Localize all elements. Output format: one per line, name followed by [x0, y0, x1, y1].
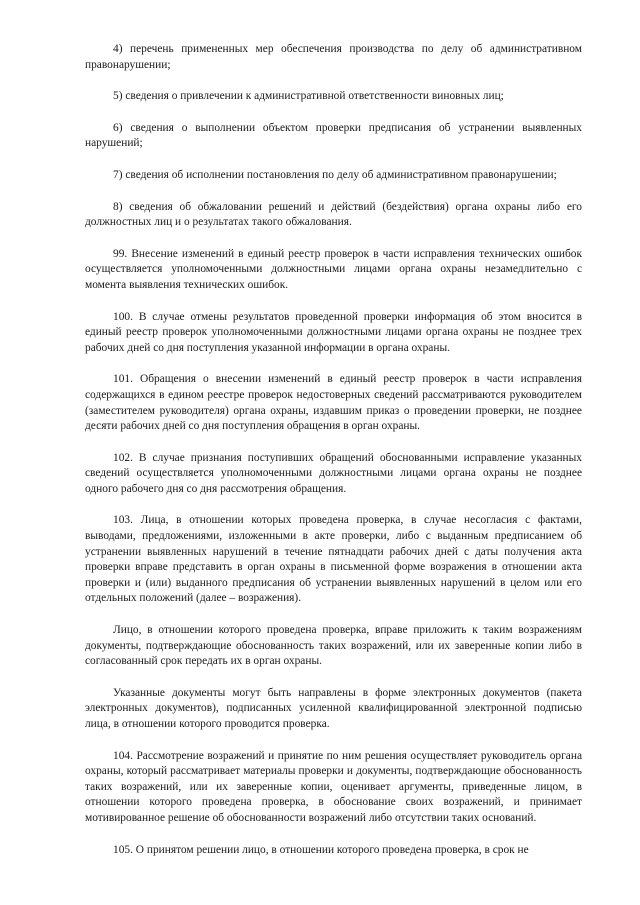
list-item-resolution: 7) сведения об исполнении постановления по делу об административном правонарушении;	[113, 168, 557, 181]
document-page	[85, 42, 582, 874]
list-item-appeal: 8) сведения об обжаловании решений и действий (бездействия) органа охраны либо его должностных лиц и о результатах такого обжалования.	[85, 200, 582, 229]
clause-101: 101. Обращения о внесении изменений в единый реестр проверок в части исправления содержащихся в едином реестре проверок недостоверных сведений рассматриваются руководителем (заместителем руководителя) органа охраны, издавшим приказ о проведении проверки, не позднее десяти рабочих дней со дня поступления обращения в орган охраны.	[85, 373, 582, 433]
clause-102: 102. В случае признания поступивших обращений обоснованными исправление указанных сведений осуществляется уполномоченными должностными лицами органа охраны не позднее одного рабочего дня со дня рассмотрения обращения.	[85, 451, 582, 495]
list-item-prescription: 6) сведения о выполнении объектом проверки предписания об устранении выявленных нарушений;	[85, 121, 582, 150]
clause-100: 100. В случае отмены результатов проведенной проверки информация об этом вносится в единый реестр проверок уполномоченными должностными лицами органа охраны не позднее трех рабочих дней со дня поступления указанной информации в органа охраны.	[85, 310, 582, 354]
clause-103: 103. Лица, в отношении которых проведена проверка, в случае несогласия с фактами, выводами, предложениями, изложенными в акте проверки, либо с выданным предписанием об устранении выявленных нарушений в течение пятнадцати рабочих дней с даты получения акта проверки вправе представить в орган охраны в письменной форме возражения в отношении акта проверки и (или) выданного предписания об устранении выявленных нарушений в целом или его отдельных положений (далее – возражения).	[85, 514, 582, 605]
clause-103-attachments: Лицо, в отношении которого проведена проверка, вправе приложить к таким возражениям документы, подтверждающие обоснованность таких возражений, или их заверенные копии либо в согласованный срок передать их в орган охраны.	[85, 624, 582, 668]
list-item-measures: 4) перечень примененных мер обеспечения производства по делу об административном правонарушении;	[85, 43, 582, 71]
clause-103-electronic: Указанные документы могут быть направлены в форме электронных документов (пакета электронных документов), подписанных усиленной квалифицированной электронной подписью лица, в отношении которого проводится проверка.	[85, 686, 582, 730]
list-item-liability: 5) сведения о привлечении к административной ответственности виновных лиц;	[113, 90, 504, 103]
clause-99: 99. Внесение изменений в единый реестр проверок в части исправления технических ошибок осуществляется уполномоченными должностными лицами органа охраны незамедлительно с момента выявления технических ошибок.	[85, 247, 582, 291]
clause-104: 104. Рассмотрение возражений и принятие по ним решения осуществляет руководитель органа охраны, который рассматривает материалы проверки и документы, подтверждающие обоснованность таких возражений, или их заверенные копии, оценивает аргументы, приведенные лицом, в отношении которого проведена проверка, в обоснование своих возражений, и принимает мотивированное решение об обоснованности возражений либо отсутствии таких оснований.	[85, 749, 582, 824]
clause-105: 105. О принятом решении лицо, в отношении которого проведена проверка, в срок не	[113, 843, 529, 856]
